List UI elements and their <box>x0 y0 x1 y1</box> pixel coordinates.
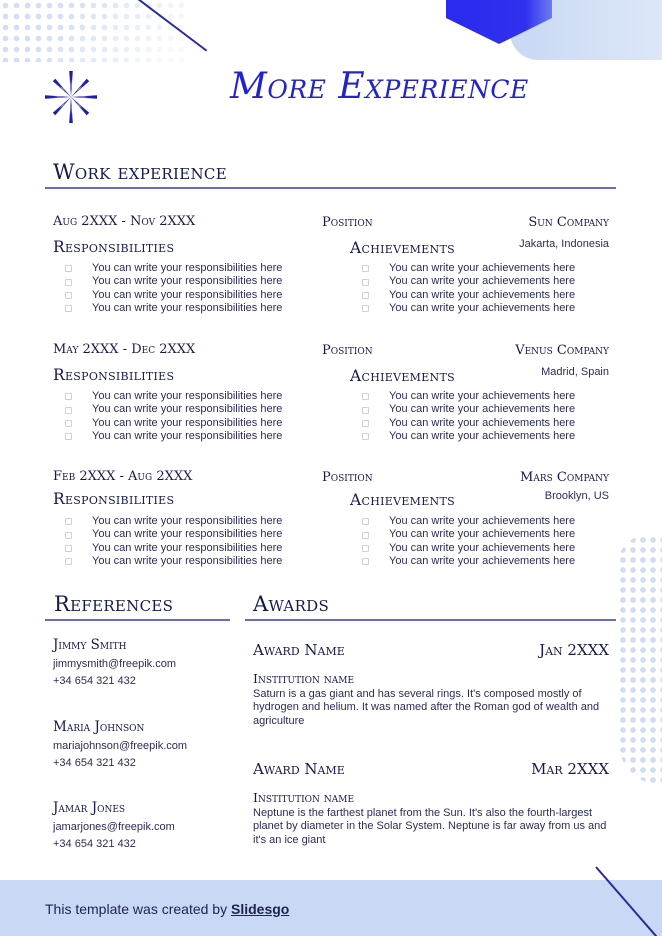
checkbox-square-icon <box>362 532 369 539</box>
responsibilities-heading: Responsibilities <box>53 238 175 256</box>
job-dates: May 2XXX - Dec 2XXX <box>53 342 196 357</box>
footer-credit-text: This template was created by <box>45 901 231 917</box>
list-item: You can write your achievements here <box>362 515 575 528</box>
responsibilities-list <box>65 262 282 316</box>
award-date: Jan 2XXX <box>539 641 609 659</box>
achievements-heading: Achievements <box>350 491 455 509</box>
checkbox-square-icon <box>65 532 72 539</box>
award-entry <box>253 641 609 728</box>
award-institution: Institution name <box>253 671 355 686</box>
reference-entry <box>53 719 187 772</box>
reference-name: Maria Johnson <box>53 719 145 735</box>
work-experience-heading: Work experience <box>53 160 227 184</box>
checkbox-square-icon <box>362 545 369 552</box>
awards-heading: Awards <box>253 592 330 616</box>
list-item: You can write your responsibilities here <box>65 289 282 302</box>
checkbox-square-icon <box>362 558 369 565</box>
list-item: You can write your achievements here <box>362 302 575 315</box>
job-company: Venus Company <box>515 343 609 358</box>
checkbox-square-icon <box>65 433 72 440</box>
awards-rule <box>245 619 616 621</box>
checkbox-square-icon <box>65 265 72 272</box>
job-dates: Feb 2XXX - Aug 2XXX <box>53 469 193 484</box>
list-item: You can write your achievements here <box>362 430 575 443</box>
checkbox-square-icon <box>362 279 369 286</box>
list-item: You can write your responsibilities here <box>65 528 282 541</box>
list-item: You can write your achievements here <box>362 403 575 416</box>
achievements-list <box>362 390 575 444</box>
list-item: You can write your achievements here <box>362 262 575 275</box>
page-title: More Experience <box>230 66 529 107</box>
checkbox-square-icon <box>362 305 369 312</box>
award-name: Award Name <box>253 760 345 778</box>
job-company: Sun Company <box>528 215 609 230</box>
responsibilities-heading: Responsibilities <box>53 366 175 384</box>
reference-email[interactable]: jamarjones@freepik.com <box>53 821 175 833</box>
references-heading: References <box>54 592 174 616</box>
dot-pattern-right <box>618 535 662 785</box>
achievements-heading: Achievements <box>350 367 455 385</box>
reference-entry <box>53 800 175 853</box>
reference-email[interactable]: jimmysmith@freepik.com <box>53 658 177 670</box>
responsibilities-list <box>65 390 282 444</box>
checkbox-square-icon <box>65 420 72 427</box>
list-item: You can write your achievements here <box>362 555 575 568</box>
award-description: Neptune is the farthest planet from the Sun. It's also the fourth-largest planet by diameter in the Solar System. Neptune is far away from us and it's an ice giant <box>253 807 607 846</box>
list-item: You can write your achievements here <box>362 528 575 541</box>
checkbox-square-icon <box>362 292 369 299</box>
award-description: Saturn is a gas giant and has several rings. It's composed mostly of hydrogen and helium. It was named after the Roman god of wealth and agriculture <box>253 688 600 727</box>
checkbox-square-icon <box>65 393 72 400</box>
list-item: You can write your responsibilities here <box>65 275 282 288</box>
checkbox-square-icon <box>362 393 369 400</box>
checkbox-square-icon <box>362 407 369 414</box>
list-item: You can write your responsibilities here <box>65 302 282 315</box>
list-item: You can write your responsibilities here <box>65 515 282 528</box>
responsibilities-heading: Responsibilities <box>53 490 175 508</box>
list-item: You can write your achievements here <box>362 417 575 430</box>
checkbox-square-icon <box>65 558 72 565</box>
checkbox-square-icon <box>65 305 72 312</box>
checkbox-square-icon <box>362 265 369 272</box>
list-item: You can write your responsibilities here <box>65 417 282 430</box>
checkbox-square-icon <box>65 279 72 286</box>
starburst-icon <box>44 70 98 124</box>
award-institution: Institution name <box>253 790 355 805</box>
list-item: You can write your responsibilities here <box>65 555 282 568</box>
job-position: Position <box>322 470 373 485</box>
checkbox-square-icon <box>65 518 72 525</box>
award-name: Award Name <box>253 641 345 659</box>
job-location: Brooklyn, US <box>544 490 609 502</box>
job-location: Madrid, Spain <box>541 366 609 378</box>
checkbox-square-icon <box>362 420 369 427</box>
achievements-heading: Achievements <box>350 239 455 257</box>
award-entry <box>253 760 609 847</box>
list-item: You can write your achievements here <box>362 542 575 555</box>
job-company: Mars Company <box>520 470 609 485</box>
job-position: Position <box>322 215 373 230</box>
footer <box>0 880 662 936</box>
reference-phone: +34 654 321 432 <box>53 838 136 850</box>
achievements-list <box>362 262 575 316</box>
responsibilities-list <box>65 515 282 569</box>
list-item: You can write your achievements here <box>362 289 575 302</box>
reference-phone: +34 654 321 432 <box>53 675 136 687</box>
reference-name: Jimmy Smith <box>53 637 127 653</box>
footer-credit <box>45 901 289 917</box>
reference-phone: +34 654 321 432 <box>53 757 136 769</box>
slidesgo-link[interactable]: Slidesgo <box>230 901 290 917</box>
list-item: You can write your achievements here <box>362 390 575 403</box>
list-item: You can write your responsibilities here <box>65 430 282 443</box>
job-location: Jakarta, Indonesia <box>519 238 609 250</box>
checkbox-square-icon <box>65 407 72 414</box>
list-item: You can write your achievements here <box>362 275 575 288</box>
hexagon-decoration <box>446 0 556 51</box>
references-rule <box>45 619 230 621</box>
work-experience-rule <box>45 187 616 189</box>
list-item: You can write your responsibilities here <box>65 390 282 403</box>
dot-pattern-top-left <box>0 0 190 62</box>
award-date: Mar 2XXX <box>531 760 609 778</box>
job-dates: Aug 2XXX - Nov 2XXX <box>53 214 196 229</box>
list-item: You can write your responsibilities here <box>65 542 282 555</box>
checkbox-square-icon <box>362 518 369 525</box>
checkbox-square-icon <box>65 545 72 552</box>
list-item: You can write your responsibilities here <box>65 403 282 416</box>
reference-name: Jamar Jones <box>53 800 126 816</box>
achievements-list <box>362 515 575 569</box>
checkbox-square-icon <box>362 433 369 440</box>
list-item: You can write your responsibilities here <box>65 262 282 275</box>
job-position: Position <box>322 343 373 358</box>
reference-email[interactable]: mariajohnson@freepik.com <box>53 740 188 752</box>
reference-entry <box>53 637 176 690</box>
checkbox-square-icon <box>65 292 72 299</box>
